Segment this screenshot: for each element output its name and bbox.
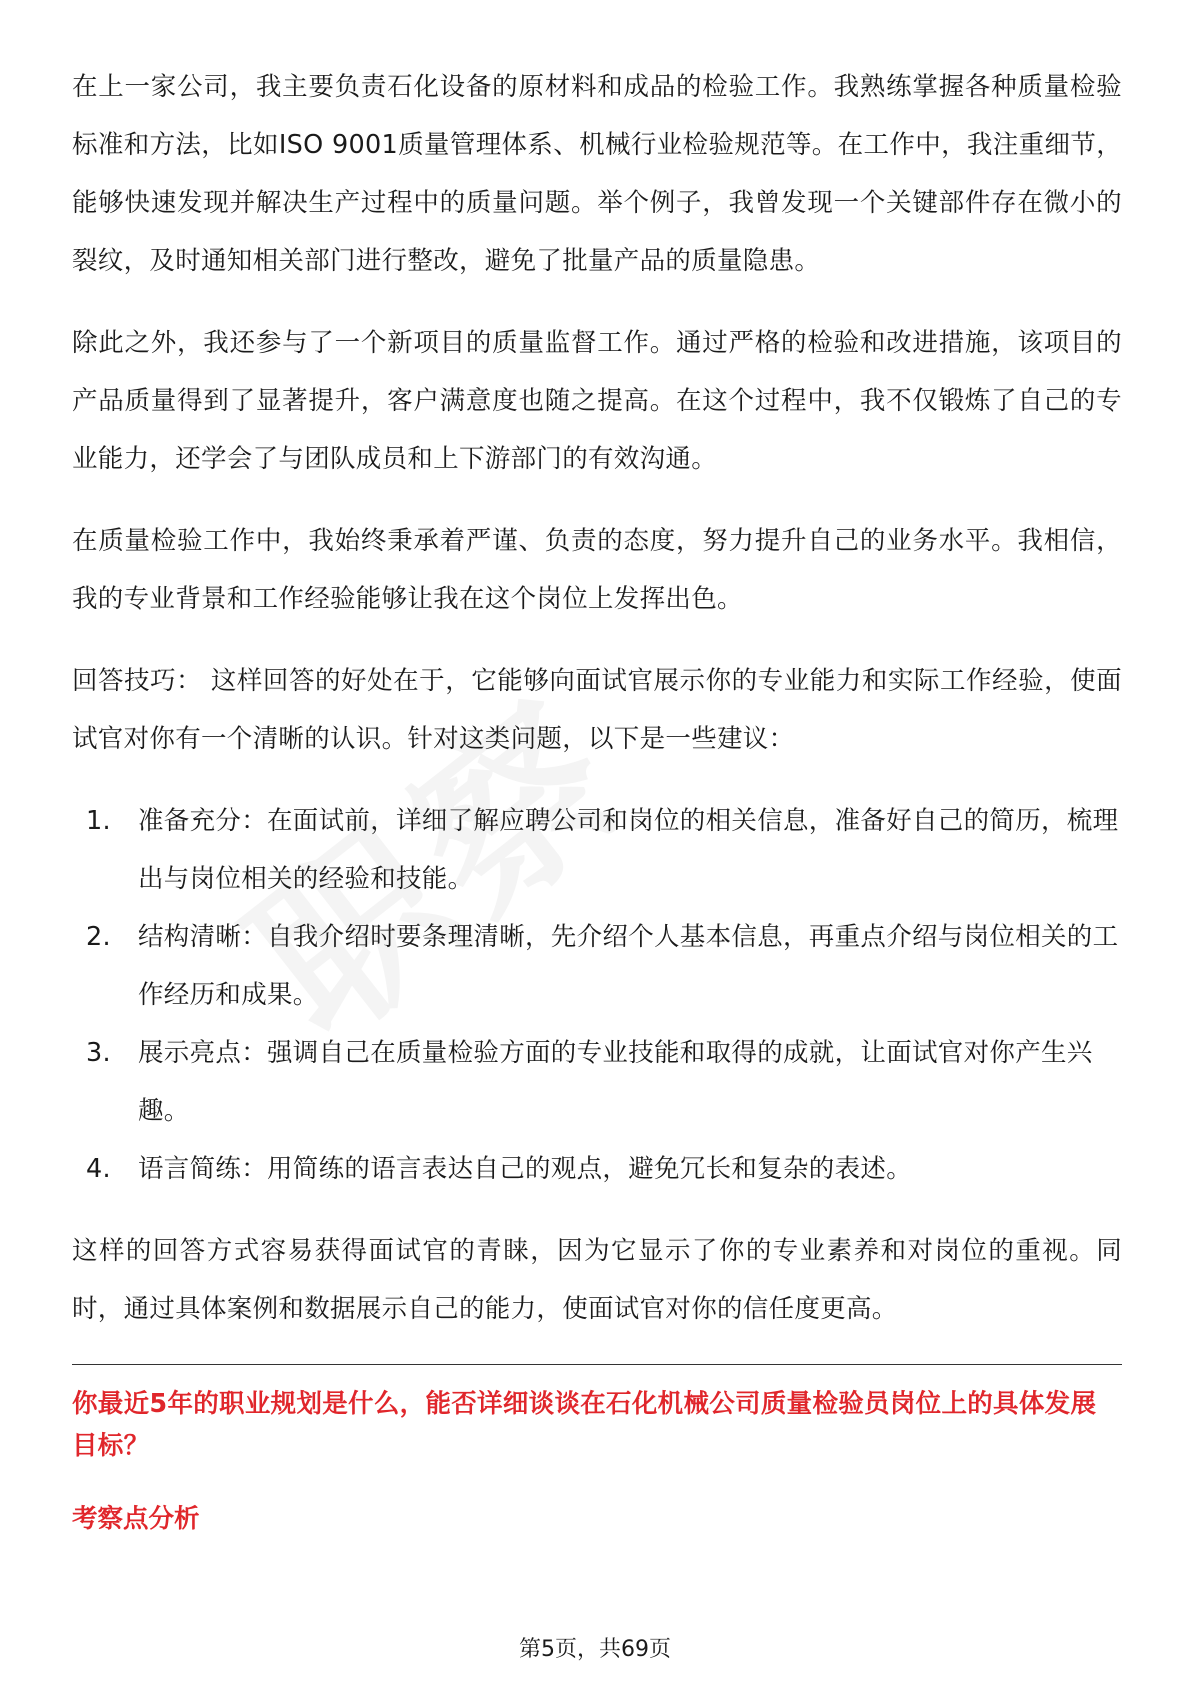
list-item — [86, 1024, 1122, 1140]
list-item — [86, 1140, 1122, 1198]
section-divider — [72, 1364, 1122, 1365]
list-item-number: 2. — [86, 922, 111, 952]
list-item-text: 展示亮点：强调自己在质量检验方面的专业技能和取得的成就，让面试官对你产生兴趣。 — [138, 1038, 1093, 1126]
closing-paragraph: 这样的回答方式容易获得面试官的青睐，因为它显示了你的专业素养和对岗位的重视。同时，通过具体案例和数据展示自己的能力，使面试官对你的信任度更高。 — [72, 1236, 1122, 1324]
list-item-number: 1. — [86, 806, 111, 836]
tips-list — [72, 792, 1122, 1198]
page-content — [72, 58, 1122, 1537]
answer-paragraph-1: 在上一家公司，我主要负责石化设备的原材料和成品的检验工作。我熟练掌握各种质量检验标准和方法，比如ISO 9001质量管理体系、机械行业检验规范等。在工作中，我注重细节，能够快速发现并解决生产过程中的质量问题。举个例子，我曾发现一个关键部件存在微小的裂纹，及时通知相关部门进行整改，避免了批量产品的质量隐患。 — [72, 72, 1122, 276]
answer-tips-intro: 回答技巧： 这样回答的好处在于，它能够向面试官展示你的专业能力和实际工作经验，使面试官对你有一个清晰的认识。针对这类问题，以下是一些建议： — [72, 666, 1122, 754]
section-title: 考察点分析 — [72, 1504, 200, 1534]
list-item-text: 准备充分：在面试前，详细了解应聘公司和岗位的相关信息，准备好自己的简历，梳理出与岗位相关的经验和技能。 — [138, 806, 1119, 894]
list-item-number: 3. — [86, 1038, 111, 1068]
list-item-text: 语言简练：用简练的语言表达自己的观点，避免冗长和复杂的表述。 — [138, 1154, 913, 1184]
answer-paragraph-2: 除此之外，我还参与了一个新项目的质量监督工作。通过严格的检验和改进措施，该项目的产品质量得到了显著提升，客户满意度也随之提高。在这个过程中，我不仅锻炼了自己的专业能力，还学会了与团队成员和上下游部门的有效沟通。 — [72, 328, 1122, 474]
list-item-text: 结构清晰：自我介绍时要条理清晰，先介绍个人基本信息，再重点介绍与岗位相关的工作经历和成果。 — [138, 922, 1119, 1010]
list-item-number: 4. — [86, 1154, 111, 1184]
page-number: 第5页，共69页 — [519, 1637, 671, 1662]
list-item — [86, 792, 1122, 908]
interview-question: 你最近5年的职业规划是什么，能否详细谈谈在石化机械公司质量检验员岗位上的具体发展目标？ — [72, 1389, 1097, 1461]
answer-paragraph-3: 在质量检验工作中，我始终秉承着严谨、负责的态度，努力提升自己的业务水平。我相信，我的专业背景和工作经验能够让我在这个岗位上发挥出色。 — [72, 526, 1122, 614]
list-item — [86, 908, 1122, 1024]
